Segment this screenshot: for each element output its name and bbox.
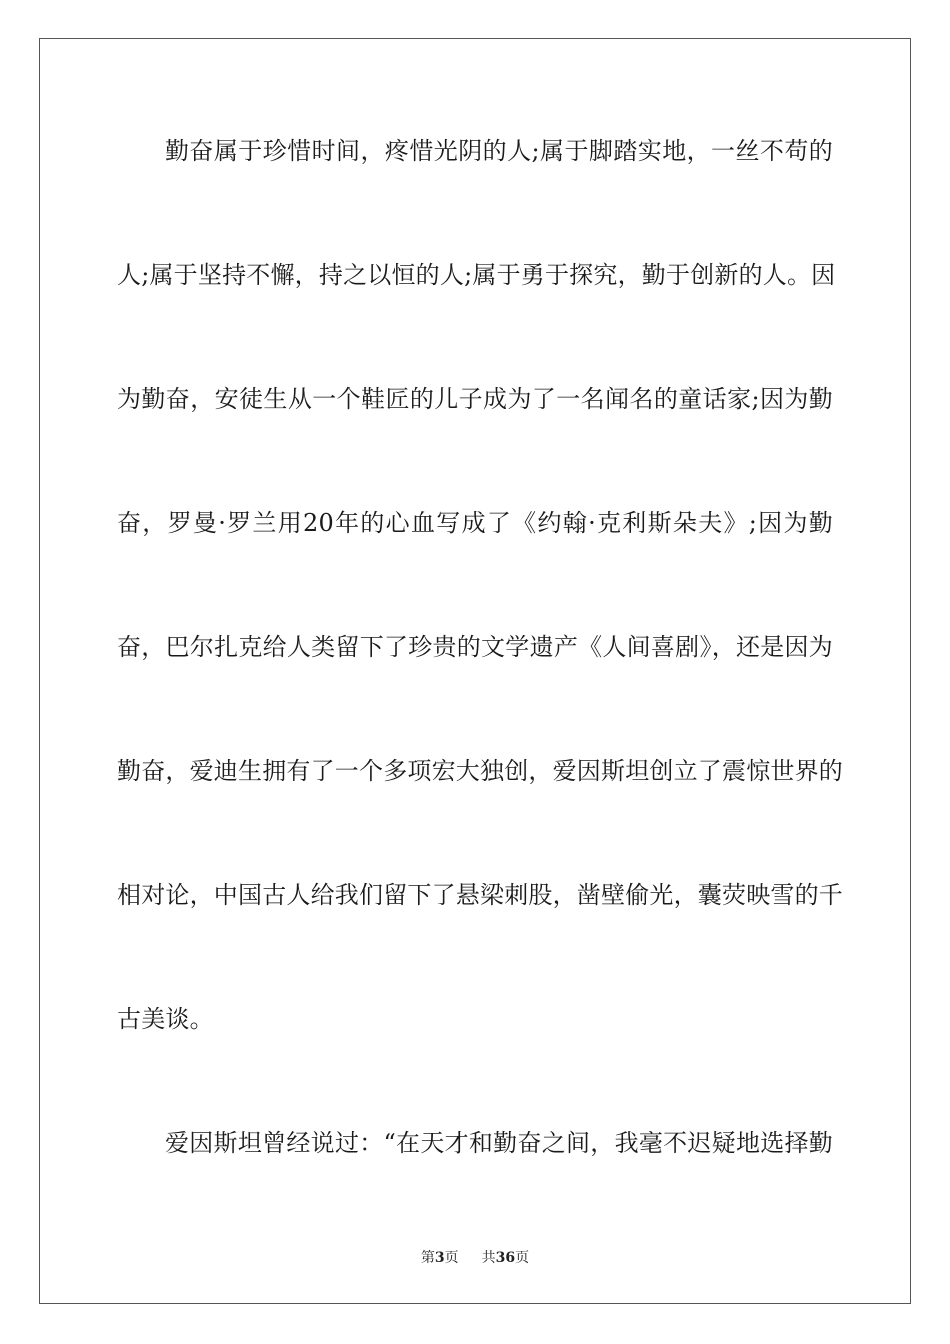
page-border	[39, 38, 911, 1304]
paragraph-1-line-4: 奋，罗曼·罗兰用20年的心血写成了《约翰·克利斯朵夫》;因为勤	[117, 509, 833, 537]
page-number: 3	[434, 1250, 445, 1266]
total-suffix: 页	[515, 1250, 530, 1266]
page-footer	[0, 1250, 950, 1266]
page-suffix: 页	[444, 1250, 459, 1266]
paragraph-1-line-2: 人;属于坚持不懈，持之以恒的人;属于勇于探究，勤于创新的人。因	[117, 261, 836, 289]
paragraph-1-line-8: 古美谈。	[117, 1005, 214, 1033]
paragraph-1-line-3: 为勤奋，安徒生从一个鞋匠的儿子成为了一名闻名的童话家;因为勤	[117, 385, 833, 413]
page-prefix: 第	[420, 1250, 435, 1266]
paragraph-1-line-5: 奋，巴尔扎克给人类留下了珍贵的文学遗产《人间喜剧》，还是因为	[117, 633, 833, 661]
total-prefix: 共	[481, 1250, 496, 1266]
paragraph-2-line-1: 爱因斯坦曾经说过：“在天才和勤奋之间，我毫不迟疑地选择勤	[165, 1129, 833, 1157]
total-pages: 36	[495, 1250, 516, 1266]
paragraph-1-line-6: 勤奋，爱迪生拥有了一个多项宏大独创，爱因斯坦创立了震惊世界的	[117, 757, 843, 785]
paragraph-1-line-1: 勤奋属于珍惜时间，疼惜光阴的人;属于脚踏实地，一丝不苟的	[165, 137, 833, 165]
paragraph-1-line-7: 相对论，中国古人给我们留下了悬梁刺股，凿壁偷光，囊荧映雪的千	[117, 881, 843, 909]
